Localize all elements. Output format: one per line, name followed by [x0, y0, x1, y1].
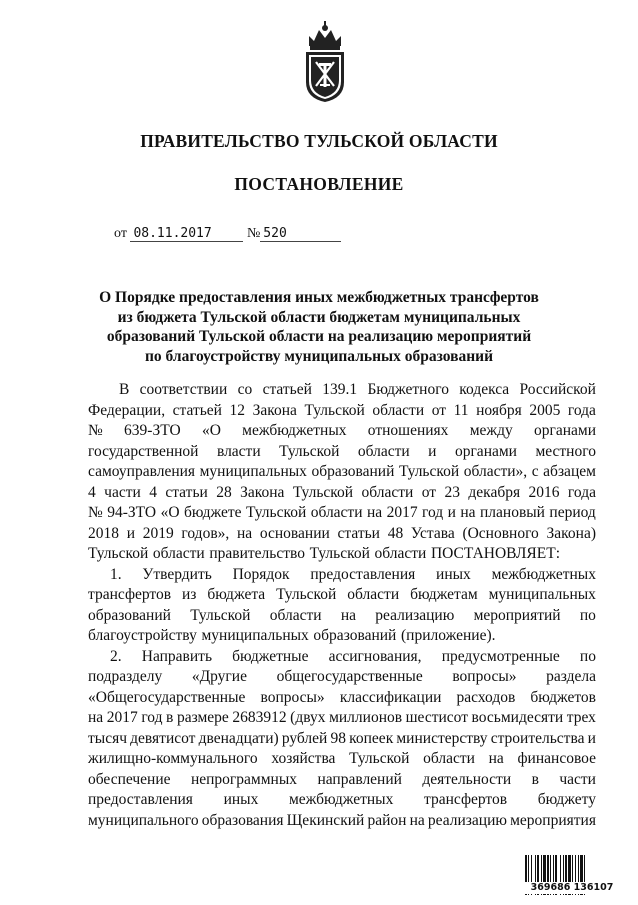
date-number-line [114, 226, 341, 242]
body-line: Тульской области правительство Тульской области ПОСТАНОВЛЯЕТ: [88, 545, 561, 562]
body-line: обеспечение непрограммных направлений деятельности в части [88, 770, 596, 788]
document-date: 08.11.2017 [130, 226, 243, 242]
subject-line: образований Тульской области на реализацию мероприятий [106, 328, 532, 345]
body-line: 2. Направить бюджетные ассигнования, предусмотренные по [110, 647, 596, 665]
body-line: № 639-ЗТО «О межбюджетных отношениях между органами [88, 422, 596, 439]
body-line: образований Тульской области на реализацию мероприятий по [88, 606, 596, 624]
body-line: подразделу «Другие общегосударственные вопросы» раздела [88, 668, 596, 685]
government-title: ПРАВИТЕЛЬСТВО ТУЛЬСКОЙ ОБЛАСТИ [140, 131, 498, 151]
coat-of-arms-icon [300, 20, 350, 104]
body-line: В соответствии со статьей 139.1 Бюджетного кодекса Российской [119, 381, 596, 398]
subject-line: О Порядке предоставления иных межбюджетных трансфертов [99, 289, 539, 306]
body-line: государственной власти Тульской области и органами местного [88, 442, 596, 460]
body-line: трансфертов из бюджета Тульской области бюджетам муниципальных [88, 586, 596, 603]
document-number: 520 [260, 226, 341, 242]
document-body [88, 380, 596, 831]
body-line: № 94-ЗТО «О бюджете Тульской области на 2017 год и на плановый период [88, 504, 596, 521]
body-line: «Общегосударственные вопросы» классификации расходов бюджетов [88, 688, 596, 706]
body-line: Федерации, статьей 12 Закона Тульской области от 11 ноября 2005 года [88, 401, 596, 419]
date-label: от [114, 226, 127, 241]
subject-line: по благоустройству муниципальных образований [144, 347, 494, 365]
body-line: 4 части 4 статьи 28 Закона Тульской области от 23 декабря 2016 года [88, 483, 596, 501]
body-line: 2018 и 2019 годов», на основании статьи 48 Устава (Основного Закона) [88, 524, 596, 542]
document-subject [0, 288, 638, 366]
body-line: самоуправления муниципальных образований Тульской области», с абзацем [88, 463, 596, 480]
body-line: 1. Утвердить Порядок предоставления иных межбюджетных [110, 565, 596, 583]
number-label: № [246, 226, 261, 241]
body-line: благоустройству муниципальных образований (приложение). [88, 627, 496, 644]
body-line: предоставления иных межбюджетных трансфертов бюджету [88, 791, 596, 808]
body-line: жилищно-коммунального хозяйства Тульской области на финансовое [88, 750, 596, 767]
body-line: тысяч девятисот двенадцати) рублей 98 копеек министерству строительства и [88, 729, 596, 747]
body-line: муниципального образования Щекинский район на реализацию мероприятия [88, 811, 596, 829]
body-line: на 2017 год в размере 2683912 (двух миллионов шестисот восьмидесяти трех [88, 709, 596, 726]
document-type-title: ПОСТАНОВЛЕНИЕ [234, 174, 404, 194]
subject-line: из бюджета Тульской области бюджетам муниципальных [117, 308, 521, 326]
barcode-number: 369686 136107 [524, 882, 620, 894]
